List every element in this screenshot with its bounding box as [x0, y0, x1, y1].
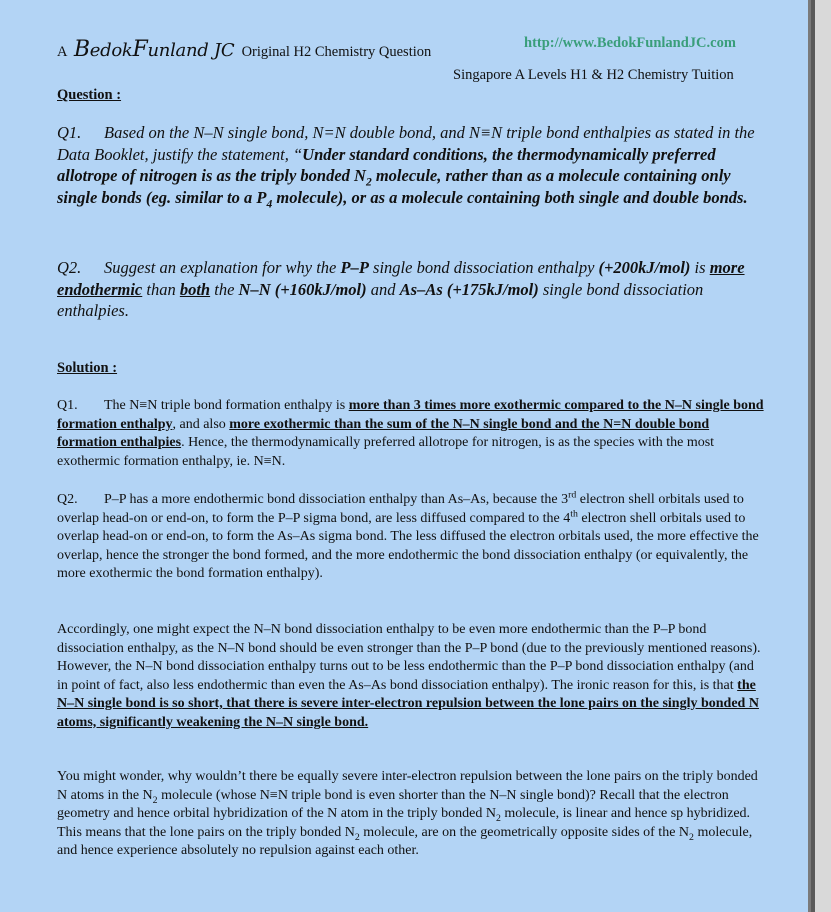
- question-1: Q1. Based on the N–N single bond, N=N double bond, and N≡N triple bond enthalpies as stated in the Data Booklet, justify the statement, “Under standard conditions, the thermodynamically preferred allotrope of nitrogen is as the triply bonded $N_2$ molecule, rather than as a molecule containing only single bonds (eg. similar to a $P_4$ molecule), or as a molecule containing both single and double bonds.: [57, 123, 755, 210]
- solution-paragraph-4: You might wonder, why wouldn’t there be equally severe inter-electron repulsion between the lone pairs on the triply bonded N atoms in the $N_2$ molecule (whose N≡N triple bond is even shorter than the N–N single bond)? Recall that the electron geometry and hence orbital hybridization of the N atom in the triply bonded $N_2$ molecule, is linear and hence sp hybridized. This means that the lone pairs on the triply bonded $N_2$ molecule, are on the geometrically opposite sides of the $N_2$ molecule, and hence experience absolutely no repulsion against each other.: [57, 769, 758, 858]
- tuition-tagline: Singapore A Levels H1 & H2 Chemistry Tuition: [453, 67, 734, 83]
- solution-paragraph-3: Accordingly, one might expect the N–N bond dissociation enthalpy to be even more endothermic than the P–P bond dissociation enthalpy, as the N–N bond should be even stronger than the P–P bond (due to the previously mentioned reasons). However, the N–N bond dissociation enthalpy turns out to be less endothermic than the P–P bond dissociation enthalpy (and in point of fact, also less endothermic than even the As–As bond dissociation enthalpy). The ironic reason for this, is that the N–N single bond is so short, that there is severe inter-electron repulsion between the lone pairs on the singly bonded N atoms, significantly weakening the N–N single bond.: [57, 622, 761, 730]
- header-subtitle: Original H2 Chemistry Question: [241, 44, 432, 60]
- solution-2: Q2. P–P has a more endothermic bond dissociation enthalpy than As–As, because the 3rd electron shell orbitals used to overlap head-on or end-on, to form the P–P sigma bond, are less diffused compared to the 4th electron shell orbitals used to overlap head-on or end-on, to form the As–As sigma bond. The less diffused the electron orbitals used, the more effective the overlap, hence the stronger the bond formed, and the more endothermic the bond dissociation enthalpy (or equivalently, the more exothermic the bond formation enthalpy).: [57, 489, 759, 581]
- header-prefix: A: [57, 44, 67, 60]
- website-link[interactable]: http://www.BedokFunlandJC.com: [524, 35, 736, 51]
- solution-1: Q1. The N≡N triple bond formation enthalpy is more than 3 times more exothermic compared to the N–N single bond formation enthalpy, and also more exothermic than the sum of the N–N single bond and the N=N double bond formation enthalpies. Hence, the thermodynamically preferred allotrope for nitrogen, is as the species with the most exothermic formation enthalpy, ie. N≡N.: [57, 398, 764, 469]
- header-title: [57, 37, 431, 62]
- solution-heading: Solution :: [57, 360, 118, 376]
- brand-logo: BedokFunland JC: [73, 37, 235, 62]
- question-2: Q2. Suggest an explanation for why the P–P single bond dissociation enthalpy (+200kJ/mol) is more endothermic than both the N–N (+160kJ/mol) and As–As (+175kJ/mol) single bond dissociation enthalpies.: [57, 258, 745, 320]
- question-heading: Question :: [57, 87, 122, 103]
